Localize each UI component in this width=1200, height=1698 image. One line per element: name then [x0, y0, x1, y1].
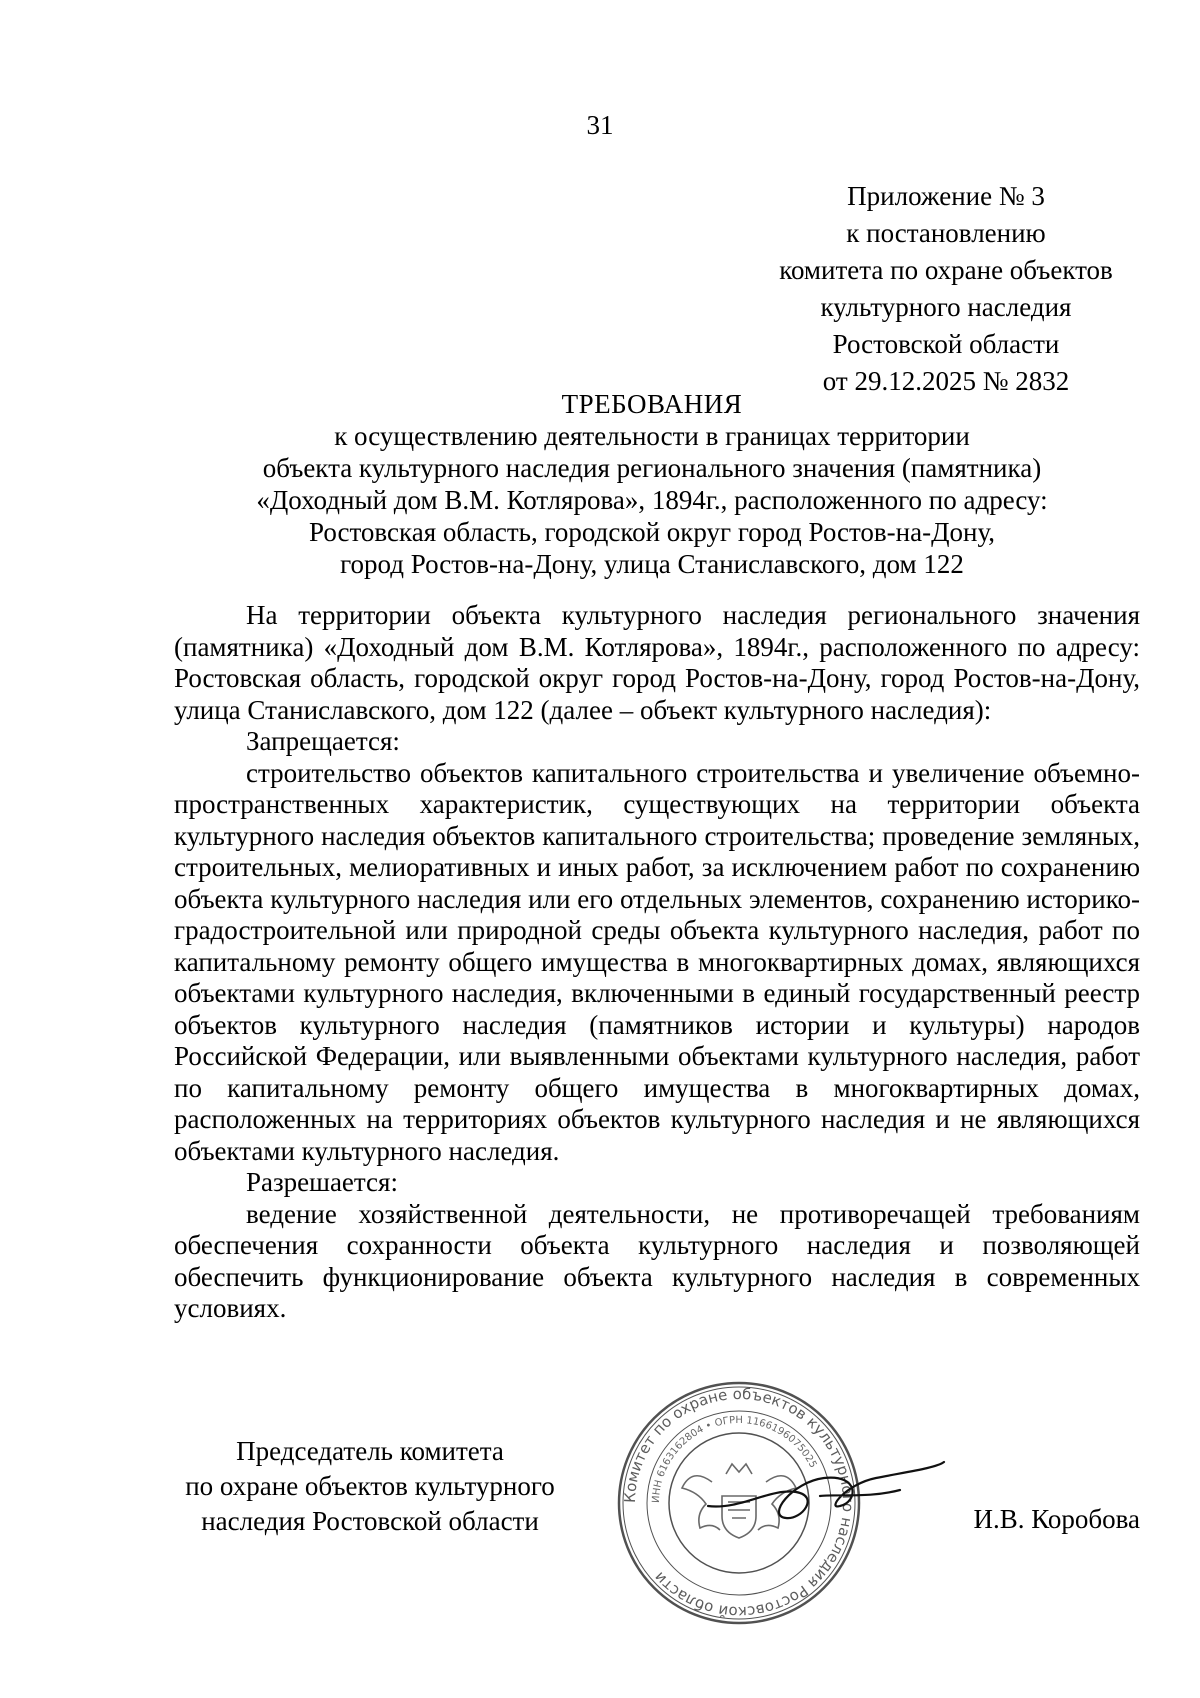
prohibited-paragraph: строительство объектов капитального строительства и увеличение объемно-пространственных характеристик, существующих на территории объекта культурного наследия объектов капитального строительства; проведение земляных, строительных, мелиоративных и иных работ, за исключением работ по сохранению объекта культурного наследия или его отдельных элементов, сохранению историко-градостроительной или природной среды объекта культурного наследия, работ по капитальному ремонту общего имущества в многоквартирных домах, являющихся объектами культурного наследия, включенными в единый государственный реестр объектов культурного наследия (памятников истории и культуры) народов Российской Федерации, или выявленными объектами культурного наследия, работ по капитальному ремонту общего имущества в многоквартирных домах, расположенных на территориях объектов культурного наследия и не являющихся объектами культурного наследия. [174, 757, 1140, 1166]
prohibited-heading: Запрещается: [246, 726, 400, 756]
title-heading: ТРЕБОВАНИЯ [561, 389, 743, 419]
handwritten-signature [700, 1448, 950, 1538]
page-number: 31 [586, 110, 614, 140]
signatory-name: И.В. Коробова [973, 1504, 1140, 1534]
position-line: по охране объектов культурного [185, 1471, 555, 1501]
title-line: город Ростов-на-Дону, улица Станиславского, дом 122 [340, 549, 964, 579]
allowed-heading: Разрешается: [246, 1167, 398, 1197]
appendix-line: от 29.12.2025 № 2832 [822, 366, 1070, 396]
title-line: «Доходный дом В.М. Котлярова», 1894г., расположенного по адресу: [256, 485, 1048, 515]
appendix-line: Ростовской области [832, 329, 1060, 359]
document-title [170, 388, 1134, 580]
position-line: Председатель комитета [236, 1436, 504, 1466]
allowed-paragraph: ведение хозяйственной деятельности, не противоречащей требованиям обеспечения сохранности объекта культурного наследия и позволяющей обеспечить функционирование объекта культурного наследия в современных условиях. [174, 1198, 1140, 1323]
document-body [174, 600, 1140, 1325]
title-line: объекта культурного наследия регионального значения (памятника) [262, 453, 1042, 483]
stamp-inner-text: ИНН 6163162804 • ОГРН 1166196075025 [650, 1414, 819, 1504]
intro-paragraph: На территории объекта культурного наследия регионального значения (памятника) «Доходный дом В.М. Котлярова», 1894г., расположенного по адресу: Ростовская область, городской округ город Ростов-на-Дону, город Ростов-на-Дону, улица Станиславского, дом 122 (далее – объект культурного наследия): [174, 600, 1140, 725]
signatory-position [170, 1434, 570, 1539]
appendix-header [760, 178, 1132, 400]
appendix-line: к постановлению [846, 218, 1046, 248]
position-line: наследия Ростовской области [201, 1506, 539, 1536]
appendix-line: Приложение № 3 [847, 181, 1045, 211]
appendix-line: культурного наследия [820, 292, 1072, 322]
stamp-outer-text: Комитет по охране объектов культурного наследия Ростовской области [620, 1384, 858, 1622]
title-line: к осуществлению деятельности в границах территории [334, 421, 970, 451]
appendix-line: комитета по охране объектов [779, 255, 1113, 285]
title-line: Ростовская область, городской округ город Ростов-на-Дону, [308, 517, 995, 547]
